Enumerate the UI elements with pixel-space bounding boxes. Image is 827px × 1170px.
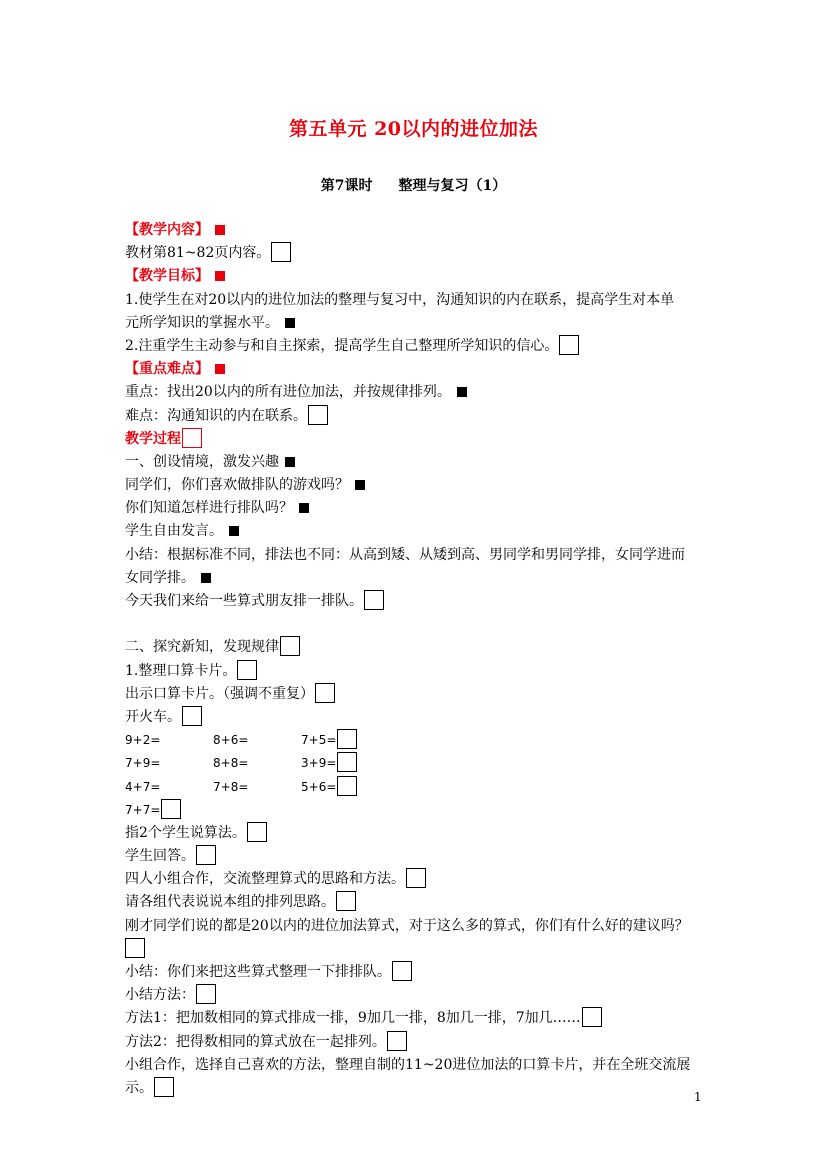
- square-mark-icon: [457, 387, 467, 397]
- empty-box-icon: [280, 636, 300, 656]
- empty-box-icon: [315, 683, 335, 703]
- paragraph: 方法2：把得数相同的算式放在一起排列。: [125, 1031, 715, 1054]
- paragraph: 2.注重学生主动参与和自主探索，提高学生自己整理所学知识的信心。: [125, 335, 715, 358]
- paragraph: 方法1：把加数相同的算式排成一排，9加几一排，8加几一排，7加几……: [125, 1007, 715, 1030]
- empty-box-icon: [392, 961, 412, 981]
- paragraph: 1.使学生在对20以内的进位加法的整理与复习中，沟通知识的内在联系，提高学生对本单: [125, 291, 675, 308]
- paragraph: 二、探究新知，发现规律: [125, 636, 715, 659]
- equation-row: [125, 776, 715, 799]
- equation-row: [125, 752, 715, 775]
- page-number: 1: [694, 1090, 702, 1104]
- empty-box-icon: [196, 984, 216, 1004]
- paragraph: 小结：根据标准不同，排法也不同：从高到矮、从矮到高、男同学和男同学排，女同学进而: [125, 546, 685, 563]
- equation: 7+7=: [125, 802, 161, 817]
- square-mark-icon: [355, 480, 365, 490]
- paragraph: 开火车。: [125, 706, 715, 729]
- empty-box-icon: [336, 891, 356, 911]
- empty-box-icon: [182, 428, 202, 448]
- empty-box-icon: [182, 706, 202, 726]
- paragraph: 出示口算卡片。（强调不重复）: [125, 683, 715, 706]
- square-mark-icon: [229, 526, 239, 536]
- empty-box-icon: [559, 335, 579, 355]
- square-mark-icon: [285, 457, 295, 467]
- paragraph: 一、创设情境，激发兴趣: [125, 451, 715, 474]
- equation: 4+7=: [125, 779, 161, 794]
- section-process-heading: 教学过程: [125, 428, 715, 451]
- square-mark-icon: [201, 573, 211, 583]
- document-title: 第五单元 20以内的进位加法: [288, 118, 539, 140]
- paragraph: [125, 938, 715, 961]
- paragraph: 元所学知识的掌握水平。: [125, 312, 715, 335]
- paragraph: 示。: [125, 1077, 715, 1100]
- equation: 5+6=: [301, 779, 337, 794]
- empty-box-icon: [308, 405, 328, 425]
- section-content-heading: 【教学内容】: [125, 219, 715, 242]
- document-body: [125, 219, 715, 1100]
- empty-box-icon: [337, 776, 357, 796]
- square-mark-icon: [215, 364, 225, 374]
- equation-row: [125, 729, 715, 752]
- paragraph: 小结：你们来把这些算式整理一下排排队。: [125, 961, 715, 984]
- empty-box-icon: [247, 822, 267, 842]
- equation: 7+5=: [301, 733, 337, 748]
- empty-box-icon: [271, 242, 291, 262]
- paragraph: 重点：找出20以内的所有进位加法，并按规律排列。: [125, 381, 715, 404]
- equation: 7+9=: [125, 756, 161, 771]
- paragraph: 难点：沟通知识的内在联系。: [125, 405, 715, 428]
- paragraph: 你们知道怎样进行排队吗？: [125, 497, 715, 520]
- empty-box-icon: [387, 1031, 407, 1051]
- empty-box-icon: [406, 868, 426, 888]
- equation: 3+9=: [301, 756, 337, 771]
- equation-row: [125, 799, 715, 822]
- empty-box-icon: [125, 938, 145, 958]
- empty-box-icon: [337, 752, 357, 772]
- empty-box-icon: [337, 729, 357, 749]
- equation: 9+2=: [125, 733, 161, 748]
- paragraph: 今天我们来给一些算式朋友排一排队。: [125, 590, 715, 613]
- paragraph: 学生回答。: [125, 845, 715, 868]
- lesson-number: 第7课时: [320, 178, 373, 194]
- section-key-points-heading: 【重点难点】: [125, 358, 715, 381]
- square-mark-icon: [299, 503, 309, 513]
- lesson-topic: 整理与复习（1）: [398, 178, 507, 194]
- square-mark-icon: [215, 225, 225, 235]
- section-goals-heading: 【教学目标】: [125, 265, 715, 288]
- paragraph: 1.整理口算卡片。: [125, 660, 715, 683]
- empty-box-icon: [364, 590, 384, 610]
- equation: 7+8=: [213, 779, 249, 794]
- square-mark-icon: [215, 271, 225, 281]
- empty-box-icon: [237, 660, 257, 680]
- paragraph: 指2个学生说算法。: [125, 822, 715, 845]
- paragraph: 学生自由发言。: [125, 520, 715, 543]
- equation: 8+6=: [213, 733, 249, 748]
- paragraph: 刚才同学们说的都是20以内的进位加法算式，对于这么多的算式，你们有什么好的建议吗？: [125, 917, 689, 934]
- empty-box-icon: [582, 1007, 602, 1027]
- paragraph: 同学们，你们喜欢做排队的游戏吗？: [125, 474, 715, 497]
- paragraph: 小组合作，选择自己喜欢的方法，整理自制的11~20进位加法的口算卡片，并在全班交流展: [125, 1056, 691, 1073]
- equation: 8+8=: [213, 756, 249, 771]
- empty-box-icon: [154, 1077, 174, 1097]
- empty-box-icon: [161, 799, 181, 819]
- empty-box-icon: [196, 845, 216, 865]
- paragraph: 请各组代表说说本组的排列思路。: [125, 891, 715, 914]
- paragraph: 四人小组合作，交流整理算式的思路和方法。: [125, 868, 715, 891]
- paragraph: 教材第81~82页内容。: [125, 242, 715, 265]
- paragraph: 小结方法：: [125, 984, 715, 1007]
- lesson-subtitle: [0, 175, 827, 195]
- square-mark-icon: [285, 318, 295, 328]
- paragraph: 女同学排。: [125, 567, 715, 590]
